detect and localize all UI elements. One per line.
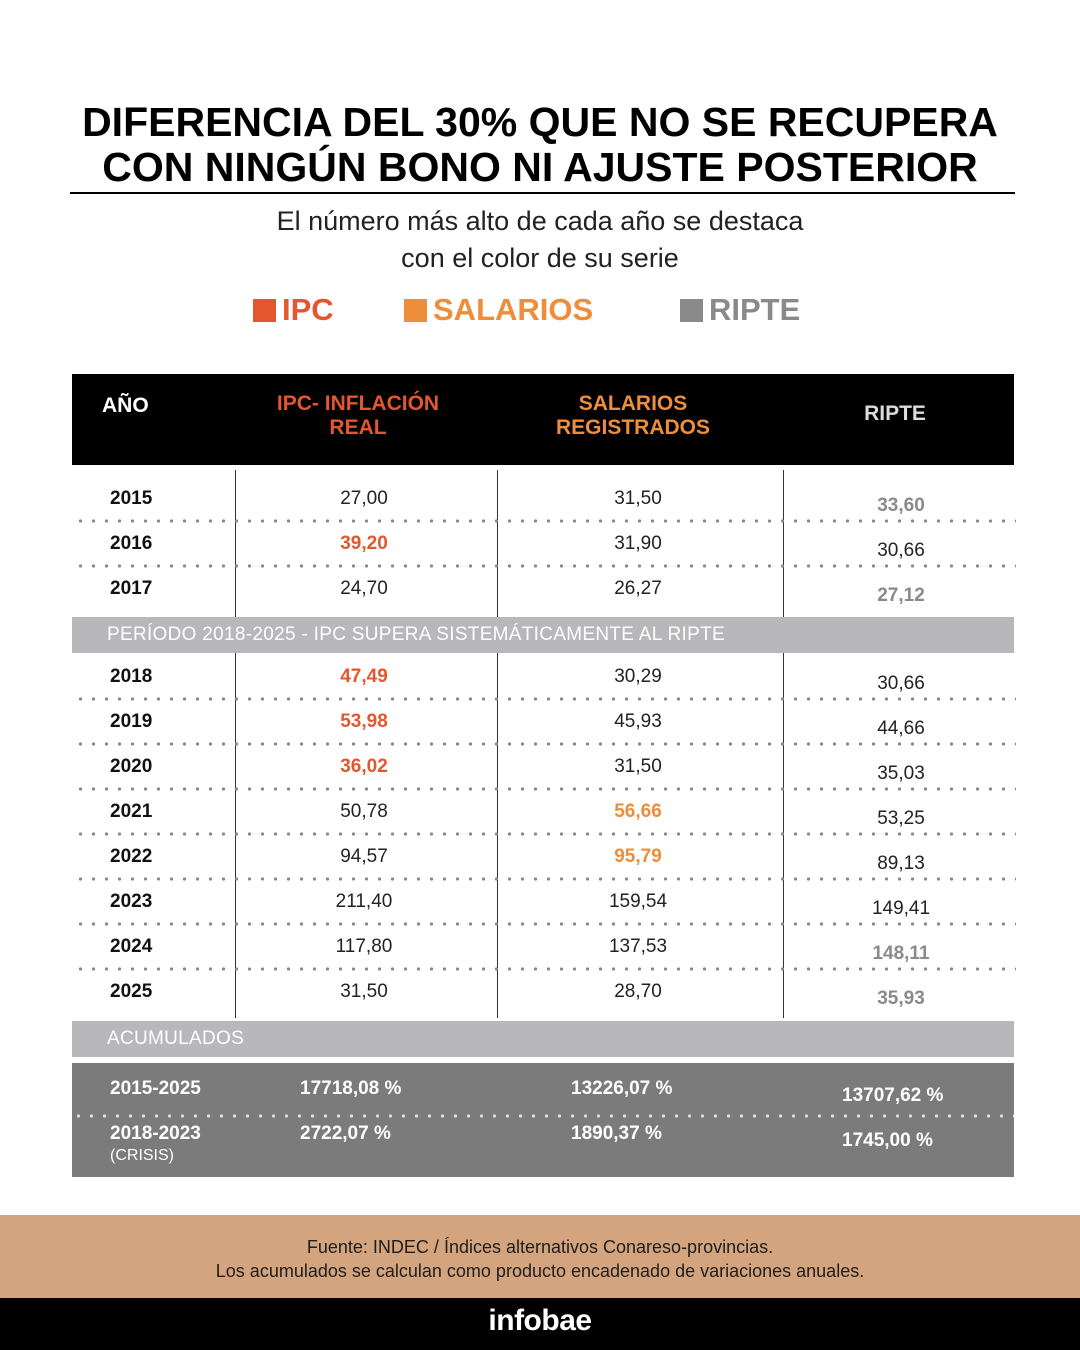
legend-swatch-ipc xyxy=(253,299,276,322)
title-rule xyxy=(70,192,1015,194)
legend-item-salarios xyxy=(404,290,593,330)
ipc-cell: 47,49 xyxy=(340,666,388,687)
ripte-cell: 53,25 xyxy=(877,808,925,829)
subtitle xyxy=(0,203,1080,277)
salarios-cell: 159,54 xyxy=(608,891,668,912)
accumulated-period: 2018-2023 xyxy=(110,1123,201,1144)
row-separator xyxy=(74,787,1016,791)
ripte-cell: 35,03 xyxy=(877,763,925,784)
year-cell: 2024 xyxy=(110,936,153,957)
ipc-cell: 211,40 xyxy=(335,891,393,912)
ripte-cell: 35,93 xyxy=(877,988,925,1009)
year-cell: 2023 xyxy=(110,891,153,912)
year-cell: 2016 xyxy=(110,533,153,554)
legend-swatch-salarios xyxy=(404,299,427,322)
row-separator xyxy=(74,967,1016,971)
accumulated-block xyxy=(72,1063,1014,1177)
header-sal-line-2: REGISTRADOS xyxy=(555,416,710,439)
year-cell: 2015 xyxy=(110,488,153,509)
year-cell: 2018 xyxy=(110,666,153,687)
header-year: AÑO xyxy=(102,394,149,417)
ripte-cell: 27,12 xyxy=(877,585,925,606)
accumulated-ripte: 13707,62 % xyxy=(842,1085,944,1106)
ipc-cell: 53,98 xyxy=(340,711,388,732)
table-header xyxy=(72,374,1014,465)
header-ripte: RIPTE xyxy=(864,402,926,425)
row-separator xyxy=(74,922,1016,926)
accumulated-note: (CRISIS) xyxy=(110,1147,174,1164)
subtitle-line-2: con el color de su serie xyxy=(401,243,679,273)
salarios-cell: 95,79 xyxy=(614,846,662,867)
legend-item-ripte xyxy=(680,290,800,330)
ripte-cell: 148,11 xyxy=(872,943,930,964)
year-cell: 2019 xyxy=(110,711,153,732)
header-sal-line-1: SALARIOS xyxy=(578,392,688,415)
brand-bar xyxy=(0,1298,1080,1350)
row-separator xyxy=(74,742,1016,746)
salarios-cell: 30,29 xyxy=(614,666,662,687)
year-cell: 2017 xyxy=(110,578,153,599)
ripte-cell: 30,66 xyxy=(877,540,925,561)
legend-swatch-ripte xyxy=(680,299,703,322)
salarios-cell: 31,50 xyxy=(614,488,662,509)
year-cell: 2021 xyxy=(110,801,153,822)
accumulated-salarios: 1890,37 % xyxy=(571,1123,662,1144)
ipc-cell: 36,02 xyxy=(340,756,388,777)
row-separator xyxy=(74,564,1016,568)
accumulated-ipc: 17718,08 % xyxy=(300,1078,402,1099)
row-separator xyxy=(74,877,1016,881)
ripte-cell: 149,41 xyxy=(871,898,931,919)
header-ipc-line-2: REAL xyxy=(329,416,387,439)
ipc-cell: 117,80 xyxy=(335,936,393,957)
header-ipc xyxy=(258,392,458,440)
ipc-cell: 39,20 xyxy=(340,533,388,554)
ipc-cell: 94,57 xyxy=(340,846,388,867)
accumulated-ripte: 1745,00 % xyxy=(842,1130,933,1151)
year-cell: 2020 xyxy=(110,756,153,777)
footer-source xyxy=(0,1215,1080,1298)
accumulated-period: 2015-2025 xyxy=(110,1078,201,1099)
salarios-cell: 137,53 xyxy=(608,936,668,957)
header-salarios xyxy=(533,392,733,440)
legend-label-ipc: IPC xyxy=(282,292,334,327)
row-separator xyxy=(74,832,1016,836)
ripte-cell: 33,60 xyxy=(877,495,925,516)
footer-line-1: Fuente: INDEC / Índices alternativos Conareso-provincias. xyxy=(306,1237,774,1257)
brand-logo: infobae xyxy=(488,1304,592,1337)
salarios-cell: 31,90 xyxy=(614,533,662,554)
ipc-cell: 24,70 xyxy=(340,578,388,599)
title-line-1: DIFERENCIA DEL 30% QUE NO SE RECUPERA xyxy=(82,99,998,145)
salarios-cell: 28,70 xyxy=(614,981,662,1002)
accumulated-separator xyxy=(72,1114,1014,1118)
legend-item-ipc xyxy=(253,290,334,330)
salarios-cell: 26,27 xyxy=(614,578,662,599)
legend-label-salarios: SALARIOS xyxy=(433,292,594,327)
accumulated-salarios: 13226,07 % xyxy=(571,1078,673,1099)
ripte-cell: 89,13 xyxy=(877,853,925,874)
ripte-cell: 30,66 xyxy=(877,673,925,694)
year-cell: 2025 xyxy=(110,981,153,1002)
chart-title xyxy=(0,100,1080,190)
salarios-cell: 56,66 xyxy=(614,801,662,822)
legend-label-ripte: RIPTE xyxy=(709,292,801,327)
footer-line-2: Los acumulados se calculan como producto encadenado de variaciones anuales. xyxy=(215,1261,865,1281)
header-ipc-line-1: IPC- INFLACIÓN xyxy=(276,392,440,415)
row-separator xyxy=(74,697,1016,701)
salarios-cell: 31,50 xyxy=(614,756,662,777)
period-band: PERÍODO 2018-2025 - IPC SUPERA SISTEMÁTICAMENTE AL RIPTE xyxy=(72,617,1014,653)
year-cell: 2022 xyxy=(110,846,153,867)
ipc-cell: 50,78 xyxy=(340,801,388,822)
subtitle-line-1: El número más alto de cada año se destaca xyxy=(276,206,804,236)
ipc-cell: 31,50 xyxy=(340,981,388,1002)
accumulated-band: ACUMULADOS xyxy=(72,1021,1014,1057)
row-separator xyxy=(74,519,1016,523)
ipc-cell: 27,00 xyxy=(340,488,388,509)
title-line-2: CON NINGÚN BONO NI AJUSTE POSTERIOR xyxy=(102,144,978,190)
accumulated-ipc: 2722,07 % xyxy=(300,1123,391,1144)
salarios-cell: 45,93 xyxy=(614,711,662,732)
ripte-cell: 44,66 xyxy=(877,718,925,739)
